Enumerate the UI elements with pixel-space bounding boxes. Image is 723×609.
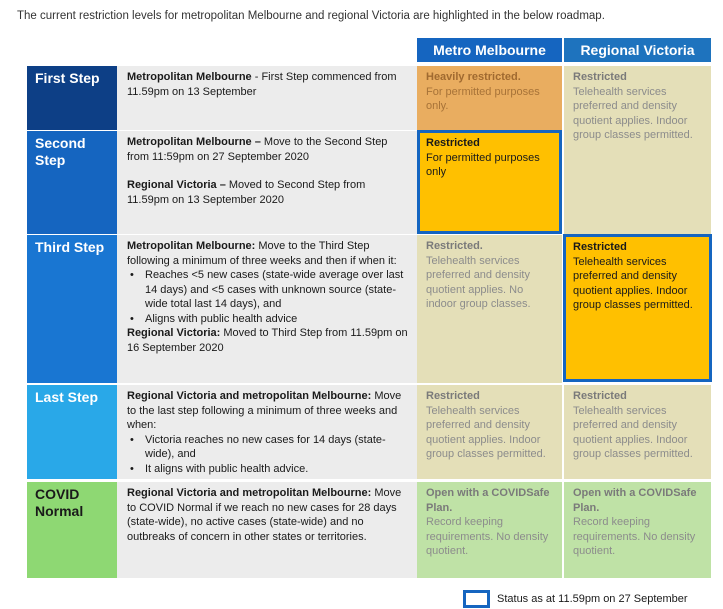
current-status-legend-swatch [463,590,490,608]
intro-text: The current restriction levels for metropolitan Melbourne and regional Victoria are highlighted in the below roadmap. [17,10,605,22]
desc-bold: Metropolitan Melbourne [127,71,252,83]
status-title: Restricted [573,390,627,402]
region-status-covid-normal [564,482,711,578]
status-text: Record keeping requirements. No density quotient. [426,516,549,557]
metro-status-last [417,385,562,479]
region-status-last [564,385,711,479]
step-label-third: Third Step [27,235,117,383]
desc-text: Move to the Third Step following a minimum of three weeks and then if when it: [127,240,397,267]
step-description-second [117,131,417,234]
desc-bold: Regional Victoria and metropolitan Melbourne: [127,487,372,499]
desc-text: Move to the Second Step from 11:59pm on 27 September 2020 [127,136,388,163]
list-item: • It aligns with public health advice. [127,462,409,477]
status-title: Open with a COVIDSafe Plan. [426,487,550,514]
status-text: Telehealth services preferred and density quotient applies. Indoor group classes permitted. [573,255,693,311]
step-label-first: First Step [27,66,117,130]
criteria-list [127,268,409,326]
step-label-second: Second Step [27,131,117,234]
current-status-legend-label: Status as at 11.59pm on 27 September [497,593,688,605]
criteria-list [127,433,409,477]
list-item: • Victoria reaches no new cases for 14 days (state-wide), and [127,433,409,462]
list-item: • Aligns with public health advice [127,312,409,327]
status-text: Record keeping requirements. No density quotient. [573,516,696,557]
desc-bold: Regional Victoria and metropolitan Melbourne: [127,390,372,402]
metro-status-covid-normal [417,482,562,578]
desc-text: Move to COVID Normal if we reach no new cases for 28 days (state-wide), no active cases (state-wide) and no outbreaks of concern in other states or territories. [127,487,402,543]
region-status-third-current [563,234,712,382]
metro-status-third [417,235,562,383]
region-status-first-second [564,66,711,234]
status-text: Telehealth services preferred and density quotient applies. Indoor group classes permitted. [573,85,693,141]
status-title: Open with a COVIDSafe Plan. [573,487,697,514]
status-title: Restricted [426,137,480,149]
step-label-covid-normal: COVID Normal [27,482,117,578]
desc-text: Moved to Third Step from 11.59pm on 16 September 2020 [127,327,408,354]
status-text: For permitted purposes only [426,151,540,178]
desc-bold: Regional Victoria: [127,327,221,339]
step-label-last: Last Step [27,385,117,479]
desc-text: Move to the last step following a minimum of three weeks and when: [127,390,402,431]
status-text: Telehealth services preferred and density quotient applies. No indoor group classes. [426,254,531,310]
regional-victoria-header: Regional Victoria [564,38,711,62]
status-title: Restricted [573,71,627,83]
step-description-last [117,385,417,479]
metro-status-second-current [417,130,562,234]
status-text: For permitted purposes only. [426,85,540,112]
metro-status-first [417,66,562,130]
step-description-third [117,235,417,383]
status-title: Restricted [426,390,480,402]
step-description-covid-normal [117,482,417,578]
desc-bold: Regional Victoria – [127,179,226,191]
metro-melbourne-header: Metro Melbourne [417,38,562,62]
status-text: Telehealth services preferred and density quotient applies. Indoor group classes permitted. [573,404,693,460]
status-title: Restricted [573,241,627,253]
desc-text: Moved to Second Step from 11.59pm on 13 September 2020 [127,179,366,206]
status-text: Telehealth services preferred and density quotient applies. Indoor group classes permitted. [426,404,546,460]
status-title: Restricted. [426,240,483,252]
desc-bold: Metropolitan Melbourne: [127,240,256,252]
step-description-first [117,66,417,130]
desc-bold: Metropolitan Melbourne – [127,136,261,148]
list-item: • Reaches <5 new cases (state-wide average over last 14 days) and <5 cases with unknown source (state-wide total last 14 days), and [127,268,409,312]
status-title: Heavily restricted. [426,71,521,83]
desc-text: - First Step commenced from 11.59pm on 13 September [127,71,397,98]
